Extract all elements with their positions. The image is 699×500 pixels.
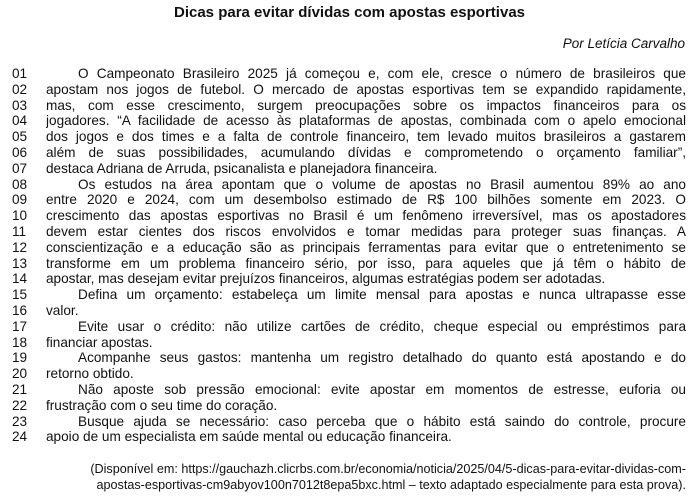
line-number: 07 — [12, 160, 28, 176]
line-number: 02 — [12, 81, 28, 97]
line-number: 22 — [12, 397, 28, 413]
line-text: devem estar cientes dos riscos envolvidos e tomar medidas para proteger suas finanças. A — [46, 223, 686, 239]
text-line — [0, 414, 699, 430]
text-line — [0, 208, 699, 224]
line-number: 03 — [12, 97, 28, 113]
line-number: 01 — [12, 66, 28, 81]
text-line — [0, 398, 699, 414]
line-text: Evite usar o crédito: não utilize cartões de crédito, cheque especial ou empréstimos para — [78, 318, 686, 334]
line-number: 12 — [12, 239, 28, 255]
line-number: 05 — [12, 129, 28, 145]
line-text: Defina um orçamento: estabeleça um limite mensal para apostas e nunca ultrapasse esse — [78, 287, 686, 303]
line-text: apostam nos jogos de futebol. O mercado de apostas esportivas tem se expandido rapidamente, — [46, 81, 686, 97]
line-text: frustração com o seu time do coração. — [46, 397, 278, 413]
text-line — [0, 192, 699, 208]
line-text: retorno obtido. — [46, 366, 134, 382]
line-number: 14 — [12, 271, 28, 287]
line-text: Acompanhe seus gastos: mantenha um registro detalhado do quanto está apostando e do — [78, 350, 686, 366]
line-number: 20 — [12, 366, 28, 382]
line-number: 23 — [12, 413, 28, 429]
text-line — [0, 82, 699, 98]
text-line — [0, 66, 699, 82]
line-text: Não aposte sob pressão emocional: evite apostar em momentos de estresse, euforia ou — [78, 381, 686, 397]
line-number: 11 — [12, 223, 27, 239]
line-text: conscientização e a educação são as principais ferramentas para evitar que o entretenimento se — [46, 239, 686, 255]
line-text: entre 2020 e 2024, com um desembolso estimado de R$ 100 bilhões somente em 2023. O — [46, 192, 686, 208]
line-number: 16 — [12, 302, 28, 318]
text-line — [0, 382, 699, 398]
text-line — [0, 335, 699, 351]
text-line — [0, 224, 699, 240]
text-line — [0, 303, 699, 319]
line-text: financiar apostas. — [46, 334, 153, 350]
line-text: transforme em um problema financeiro sério, por isso, para aqueles que já têm o hábito de — [46, 255, 686, 271]
text-line — [0, 129, 699, 145]
line-text: O Campeonato Brasileiro 2025 já começou e, com ele, cresce o número de brasileiros que — [78, 66, 686, 81]
text-line — [0, 319, 699, 335]
text-line — [0, 177, 699, 193]
line-number: 21 — [12, 381, 28, 397]
text-line — [0, 350, 699, 366]
line-text: apostar, mas desejam evitar prejuízos financeiros, algumas estratégias podem ser adotadas. — [46, 271, 606, 287]
line-number: 04 — [12, 113, 28, 129]
article-title: Dicas para evitar dívidas com apostas esportivas — [174, 4, 525, 21]
line-text: jogadores. “A facilidade de acesso às plataformas de apostas, combinada com o apelo emocional — [46, 113, 686, 129]
line-text: mas, com esse crescimento, surgem preocupações sobre os impactos financeiros para os — [46, 97, 686, 113]
source-line: (Disponível em: https://gauchazh.clicrbs.com.br/economia/noticia/2025/04/5-dicas-para-evitar-dividas-com- — [90, 462, 686, 476]
line-number: 19 — [12, 350, 28, 366]
text-line — [0, 271, 699, 287]
line-number: 24 — [12, 429, 28, 445]
article-body — [0, 66, 699, 445]
text-line — [0, 256, 699, 272]
line-number: 18 — [12, 334, 28, 350]
text-line — [0, 366, 699, 382]
line-text: dos jogos e dos times e a falta de controle financeiro, tem levado muitos brasileiros a gastarem — [46, 129, 686, 145]
line-text: Os estudos na área apontam que o volume de apostas no Brasil aumentou 89% ao ano — [78, 176, 686, 192]
line-text: Busque ajuda se necessário: caso perceba que o hábito está saindo do controle, procure — [78, 413, 686, 429]
text-line — [0, 429, 699, 445]
text-line — [0, 287, 699, 303]
line-text: além de suas possibilidades, acumulando dívidas e comprometendo o orçamento familiar”, — [46, 144, 686, 160]
line-number: 10 — [12, 208, 28, 224]
text-line — [0, 113, 699, 129]
line-number: 15 — [12, 287, 28, 303]
line-text: destaca Adriana de Arruda, psicanalista e planejadora financeira. — [46, 160, 438, 176]
line-number: 13 — [12, 255, 28, 271]
text-line — [0, 240, 699, 256]
line-text: valor. — [46, 302, 79, 318]
text-line — [0, 145, 699, 161]
source-citation — [26, 462, 686, 493]
line-number: 06 — [12, 144, 28, 160]
line-number: 09 — [12, 192, 28, 208]
line-number: 17 — [12, 318, 28, 334]
text-line — [0, 98, 699, 114]
line-text: apoio de um especialista em saúde mental ou educação financeira. — [46, 429, 452, 445]
line-text: crescimento das apostas esportivas no Brasil é um fenômeno irreversível, mas os apostadores — [46, 208, 686, 224]
text-line — [0, 161, 699, 177]
source-line: apostas-esportivas-cm9abyov100n7012t8epa5bxc.html – texto adaptado especialmente para esta prova). — [96, 477, 686, 492]
article-author: Por Letícia Carvalho — [562, 36, 685, 51]
line-number: 08 — [12, 176, 28, 192]
